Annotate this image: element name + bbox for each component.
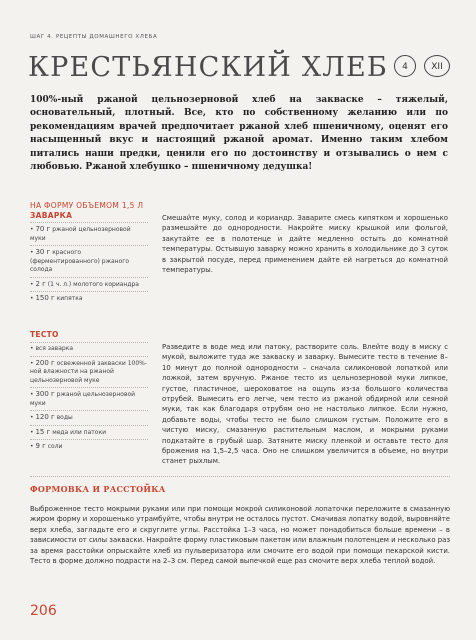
zavarka-instructions: Смешайте муку, солод и кориандр. Заварите смесь кипятком и хорошенько размешайте до однородности. Накройте миску крышкой или фольгой, закутайте ее в полотенце и дайте медленно остыть до комнатной температуры. Остывшую заварку можно хранить в холодильнике до 3 суток в закрытой посуде, перед применением дайте ей нагреться до комнатной температуры. [162,214,448,275]
ingredient-item: • 70 г ржаной цельнозерновой муки [30,225,131,242]
page-title: КРЕСТЬЯНСКИЙ ХЛЕБ [28,52,388,83]
testo-ingredients [30,342,148,452]
testo-instructions: Разведите в воде мед или патоку, растворите соль. Влейте воду в миску с мукой, выложите туда же закваску и заварку. Вымесите тесто в течение 8–10 минут до полной однородности – сначала силиконовой лопаткой или ложкой, затем вручную. Ржаное тесто из цельнозерновой муки липкое, густое, пластичное, шероховатое на ощупь из-за большого количества отрубей. Вымесить его легче, чем тесто из ржаной обдирной или сеяной муки, так как благодаря отрубям оно не настолько липкое. Если нужно, добавьте воды, чтобы тесто не было слишком густым. Положите его в чистую миску, смазанную растительным маслом, и мокрыми руками подкатайте в грубый шар. Затяните миску пленкой и оставьте тесто для брожения на 1,5–2,5 часа. Оно не слишком увеличится в объеме, но внутри станет рыхлым. [162,343,448,466]
ingredient-item: • 120 г воды [30,413,73,421]
zavarka-heading: ЗАВАРКА [30,211,73,220]
section-divider [30,476,450,477]
chapter-label: ШАГ 4. РЕЦЕПТЫ ДОМАШНЕГО ХЛЕБА [30,34,158,40]
ingredient-item: • 200 г освеженной закваски 100%-ной влажности на ржаной цельнозерновой муке [30,358,148,384]
page-number: 206 [30,603,57,619]
zavarka-ingredients [30,222,148,304]
form-size-label: НА ФОРМУ ОБЪЕМОМ 1,5 Л [30,201,144,210]
forming-text: Выброженное тесто мокрыми руками или при помощи мокрой силиконовой лопаточки переложите в смазанную жиром форму и хорошенько утрамбуйте, чтобы внутри не осталось пустот. Смачивая лопатку водой, выровняйте верх хлеба, загладьте его и скруглите углы. Расстойка 1–3 часа, но может понадобиться больше времени – в зависимости от силы закваски. Накройте форму пластиковым пакетом или влажным полотенцем и несколько раз за время расстойки опрыскайте хлеб из пульверизатора или смочите его водой при помощи пекарской кисти. Тесто в форме должно подрасти на 2–3 см. Перед самой выпечкой еще раз смочите верх хлеба теплой водой. [30,505,450,566]
ingredient-item: • 300 г ржаной цельнозерновой муки [30,390,136,407]
ingredient-item: • 9 г соли [30,442,63,450]
ingredient-item: • 30 г красного (ферментированного) ржаного солода [30,248,130,273]
lead-paragraph: 100%-ный ржаной цельнозерновой хлеб на закваске – тяжелый, основательный, плотный. Все, кто по собственному желанию или по рекомендациям врачей предпочитает ржаной хлеб пшеничному, оценят его насыщенный вкус и настоящий ржаной аромат. Именно таким хлебом питались наши предки, ценили его по достоинству и отзывались о нем с любовью. Ржаной хлебушко – пшеничному дедушка! [30,95,448,173]
forming-heading: ФОРМОВКА И РАССТОЙКА [30,484,166,494]
step-badge: 4 [394,55,416,77]
month-badge: XII [424,55,450,77]
ingredient-item: • 15 г меда или патоки [30,427,106,436]
ingredient-item: • вся заварка [30,345,73,352]
ingredient-item: • 150 г кипятка [30,294,83,302]
ingredient-item: • 2 г (1 ч. л.) молотого кориандра [30,279,139,288]
testo-heading: ТЕСТО [30,330,59,339]
